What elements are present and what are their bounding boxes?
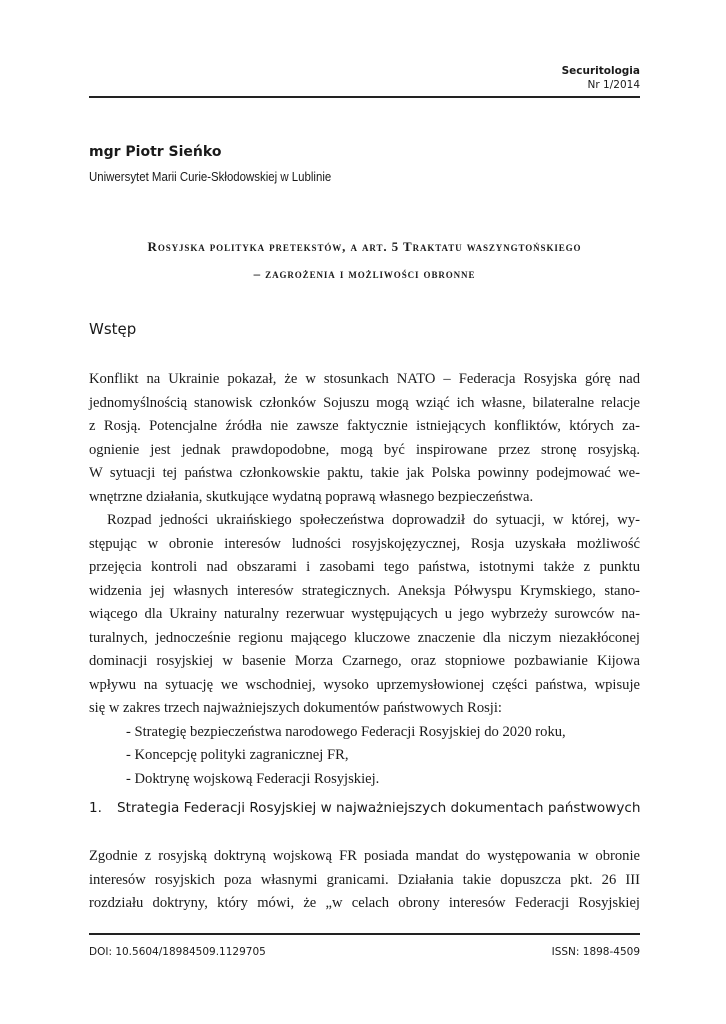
paragraph-line: jednomyślnością stanowisk członków Sojuszu mogą wziąć ich własne, bilateralne relacje [89,394,640,411]
paragraph-line: widzenia jej własnych interesów strategicznych. Aneksja Półwyspu Krymskiego, stano- [89,582,640,599]
paragraph-line: interesów rosyjskich poza własnymi granicami. Działania takie dopuszcza pkt. 26 III [89,871,640,888]
paragraph-line: wiącego dla Ukrainy naturalny rezerwuar występujących u jego wybrzeży surowców na- [89,606,640,622]
paragraph-line: z Rosją. Potencjalne źródła nie zawsze faktycznie istniejących konfliktów, których za- [89,418,640,434]
intro-body [89,368,640,791]
section-title: Strategia Federacji Rosyjskiej w najważniejszych dokumentach państwowych [117,800,641,816]
author-name: mgr Piotr Sieńko [89,144,222,160]
paragraph-line: Rozpad jedności ukraińskiego społeczeństwa doprowadził do sytuacji, w której, wy- [107,512,640,528]
section-1-body [89,845,640,916]
paragraph-line: przejęcia kontroli nad obszarami i zasobami tego państwa, istotnymi także z punktu [89,559,640,575]
title-line-2: – zagrożenia i możliwości obronne [253,266,476,281]
journal-issue: Nr 1/2014 [587,79,640,91]
journal-name: Securitologia [561,65,640,77]
intro-heading: Wstęp [89,320,137,338]
paragraph-line: dominacji rosyjskiej w basenie Morza Czarnego, oraz stopniowe pozbawianie Kijowa [89,653,640,669]
issn-text: ISSN: 1898-4509 [551,946,640,958]
paragraph-line: W sytuacji tej państwa członkowskie paktu, takie jak Polska powinny podejmować we- [89,465,640,481]
section-1-heading [89,800,641,816]
footer-rule [89,933,640,935]
list-item: - Koncepcję polityki zagranicznej FR, [126,747,349,763]
title-line-1: Rosyjska polityka pretekstów, a art. 5 Traktatu waszyngtońskiego [147,239,582,254]
list-item: - Doktrynę wojskową Federacji Rosyjskiej. [126,770,380,787]
paragraph-line: Konflikt na Ukrainie pokazał, że w stosunkach NATO – Federacja Rosyjska górę nad [89,371,640,387]
article-title [89,233,640,287]
paragraph-line: wnętrzne działania, skutkujące wydatną poprawą własnego bezpieczeństwa. [89,488,534,505]
section-number: 1. [89,800,102,816]
header-rule [89,96,640,98]
paragraph-line: stępując w obronie interesów ludności rosyjskojęzycznej, Rosja uzyskała możliwość [89,535,640,552]
paragraph-line: wpływu na sytuację we wschodniej, wysoko uprzemysłowionej części państwa, wpisuje [89,676,640,693]
journal-header [562,64,640,92]
paragraph-line: turalnych, jednocześnie regionu mającego kluczowe znaczenie dla niczym niezakłóconej [89,629,640,646]
paragraph-line: się w zakres trzech najważniejszych dokumentów państwowych Rosji: [89,700,502,716]
list-item: - Strategię bezpieczeństwa narodowego Federacji Rosyjskiej do 2020 roku, [126,723,566,740]
author-affiliation: Uniwersytet Marii Curie-Skłodowskiej w Lublinie [89,169,332,184]
paragraph-line: rozdziału doktryny, który mówi, że „w celach obrony interesów Federacji Rosyjskiej [89,895,640,911]
paragraph-line: ognienie jest jednak prawdopodobne, mogą być inspirowane przez stronę rosyjską. [89,441,640,458]
doi-text: DOI: 10.5604/18984509.1129705 [89,946,266,958]
paragraph-line: Zgodnie z rosyjską doktryną wojskową FR posiada mandat do występowania w obronie [89,848,640,864]
